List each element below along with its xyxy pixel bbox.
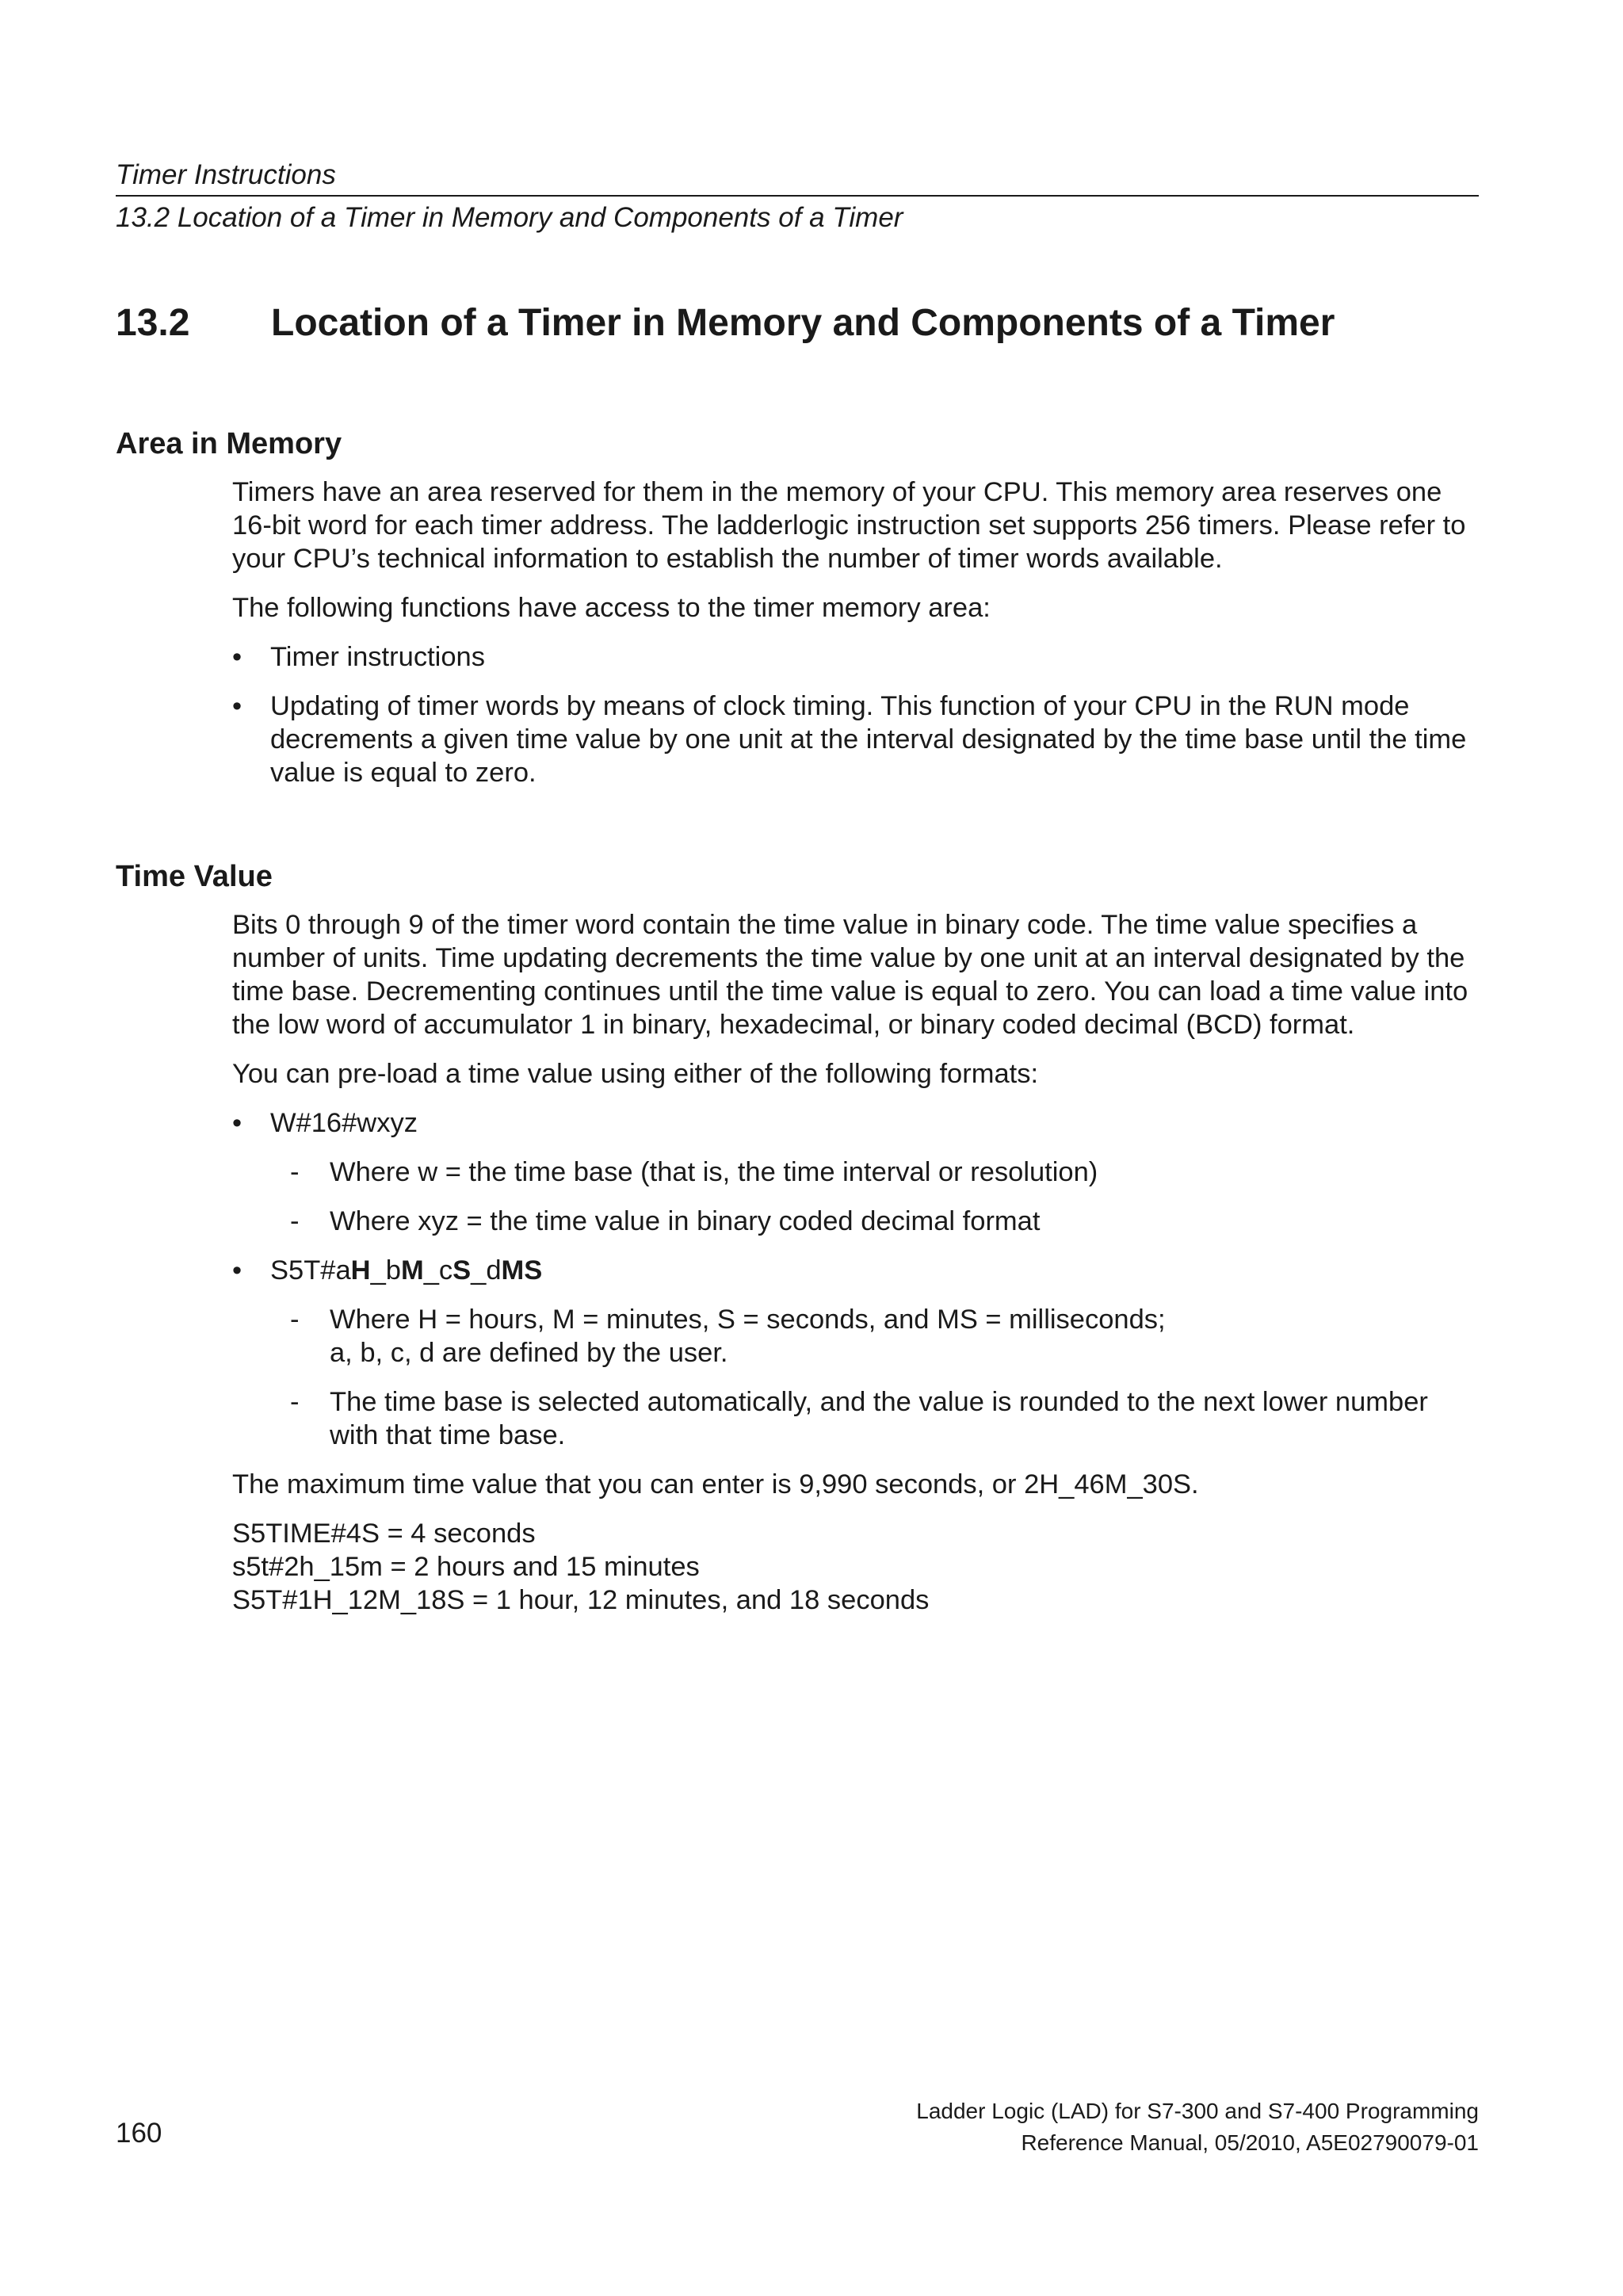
dash-text: Where w = the time base (that is, the time interval or resolution): [330, 1157, 1098, 1187]
footer-manual-title: Ladder Logic (LAD) for S7-300 and S7-400 Programming: [916, 2099, 1479, 2123]
section-number: 13.2: [116, 302, 190, 344]
list-item: [270, 1303, 1479, 1370]
time-value-body: [232, 908, 1479, 1617]
section-title: [116, 298, 1479, 349]
list-item: [270, 1156, 1479, 1189]
page-content: [116, 423, 1479, 1617]
header-divider: [116, 195, 1479, 197]
heading-area-in-memory: Area in Memory: [116, 427, 342, 460]
running-header: [116, 157, 1479, 236]
bullet-text: Timer instructions: [270, 642, 485, 672]
list-item: [270, 1385, 1479, 1452]
format-w16-label: W#16#wxyz: [270, 1108, 418, 1138]
dash-icon: -: [290, 1387, 300, 1417]
dash-icon: -: [290, 1206, 300, 1236]
example-line: s5t#2h_15m = 2 hours and 15 minutes: [232, 1552, 700, 1582]
examples-block: [232, 1517, 1479, 1617]
heading-time-value: Time Value: [116, 860, 273, 893]
format-w16-dash-list: [270, 1156, 1479, 1238]
time-para-1: Bits 0 through 9 of the timer word contain the time value in binary code. The time value specifies a number of units. Time updating decrements the time value by one unit at an interval designated by the time base. Decrementing continues until the time value is equal to zero. You can load a time value into the low word of accumulator 1 in binary, hexadecimal, or binary coded decimal (BCD) format.: [232, 910, 1468, 1040]
time-para-2: You can pre-load a time value using either of the following formats:: [232, 1059, 1039, 1089]
list-item: [232, 1254, 1479, 1452]
dash-icon: -: [290, 1305, 300, 1335]
dash-text: a, b, c, d are defined by the user.: [330, 1338, 728, 1368]
area-para-1: Timers have an area reserved for them in the memory of your CPU. This memory area reserves one 16-bit word for each timer address. The ladderlogic instruction set supports 256 timers. Please refer to your CPU’s technical information to establish the number of timer words available.: [232, 477, 1466, 574]
bullet-icon: •: [232, 691, 242, 721]
list-item: [232, 690, 1479, 789]
header-chapter: Timer Instructions: [116, 159, 336, 190]
max-value-text: The maximum time value that you can enter is 9,990 seconds, or 2H_46M_30S.: [232, 1469, 1199, 1499]
format-s5t-dash-list: [270, 1303, 1479, 1452]
dash-text: Where H = hours, M = minutes, S = seconds, and MS = milliseconds;: [330, 1305, 1166, 1335]
list-item: [232, 1106, 1479, 1238]
example-line: S5TIME#4S = 4 seconds: [232, 1519, 536, 1549]
header-section: 13.2 Location of a Timer in Memory and Components of a Timer: [116, 202, 903, 233]
footer-manual-ref: Reference Manual, 05/2010, A5E02790079-01: [1021, 2130, 1479, 2155]
example-line: S5T#1H_12M_18S = 1 hour, 12 minutes, and 18 seconds: [232, 1585, 930, 1615]
format-s5t-label: S5T#aH_bM_cS_dMS: [270, 1255, 543, 1286]
list-item: [270, 1205, 1479, 1238]
format-bullet-list: [232, 1106, 1479, 1452]
bullet-text: Updating of timer words by means of clock timing. This function of your CPU in the RUN mode decrements a given time value by one unit at the interval designated by the time base until the time value is equal to zero.: [270, 691, 1467, 788]
page-number: 160: [116, 2118, 162, 2149]
area-bullet-list: [232, 640, 1479, 789]
bullet-icon: •: [232, 642, 242, 672]
dash-icon: -: [290, 1157, 300, 1187]
area-in-memory-body: [232, 476, 1479, 789]
area-para-2: The following functions have access to the timer memory area:: [232, 593, 991, 623]
dash-text: Where xyz = the time value in binary coded decimal format: [330, 1206, 1041, 1236]
footer-manual-info: [916, 2095, 1479, 2159]
bullet-icon: •: [232, 1255, 242, 1286]
bullet-icon: •: [232, 1108, 242, 1138]
list-item: [232, 640, 1479, 674]
section-title-text: Location of a Timer in Memory and Components of a Timer: [271, 302, 1335, 344]
dash-text: The time base is selected automatically, and the value is rounded to the next lower number with that time base.: [330, 1387, 1428, 1450]
